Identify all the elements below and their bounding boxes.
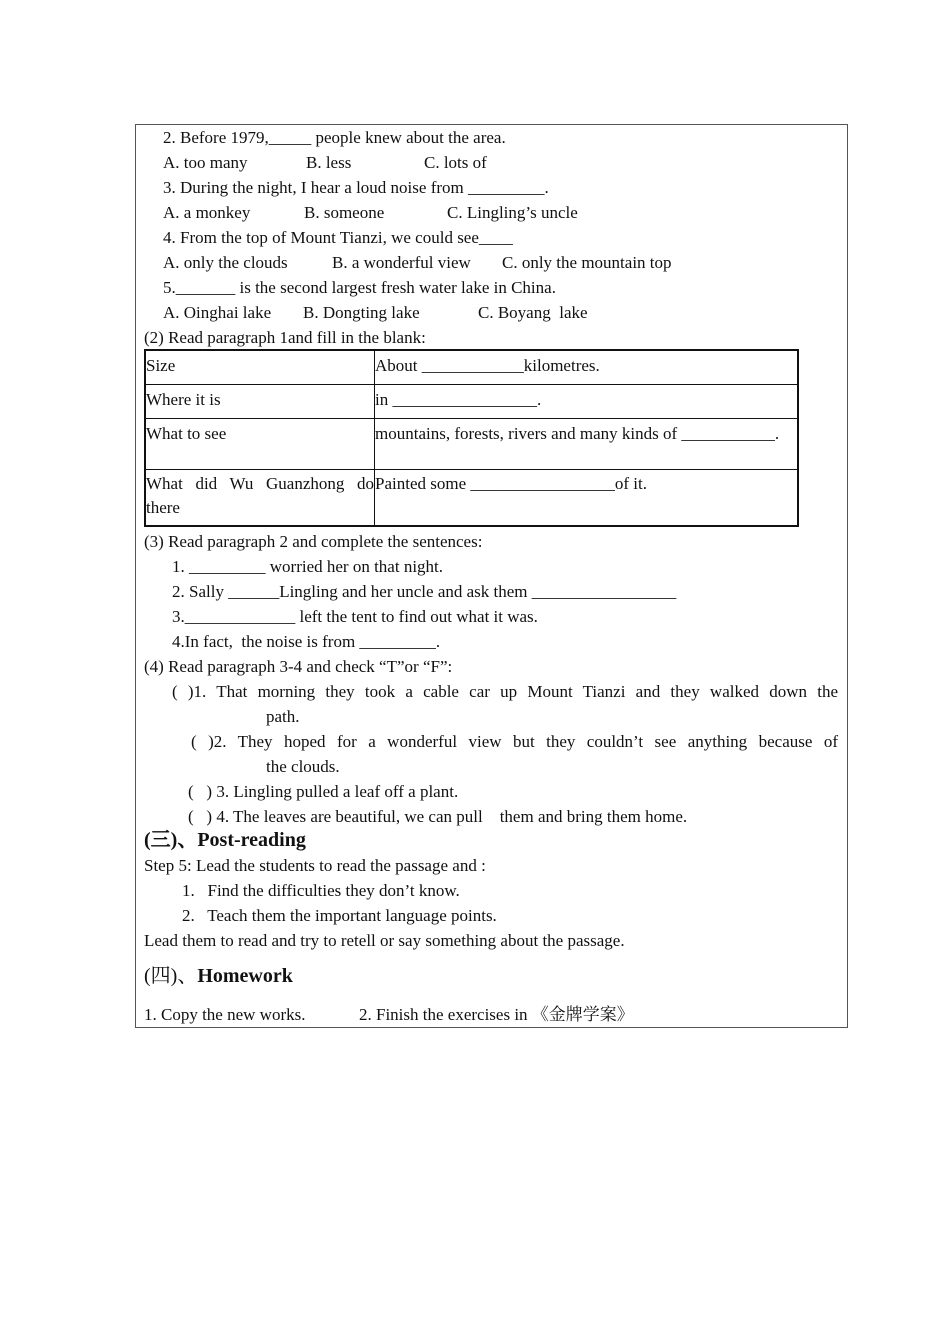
table-row <box>145 384 798 418</box>
question-4: 4. From the top of Mount Tianzi, we could see____ <box>163 228 513 247</box>
q3-option-c: C. Lingling’s uncle <box>447 203 578 222</box>
part2-heading: (2) Read paragraph 1and fill in the blank: <box>144 328 426 347</box>
homework-item-1: 1. Copy the new works. <box>144 1005 306 1024</box>
part4-item-2-cont: the clouds. <box>266 757 340 776</box>
table-cell-value: About ____________kilometres. <box>375 350 799 384</box>
table-cell-label: Size <box>145 350 375 384</box>
q5-option-a: A. Oinghai lake <box>163 303 272 322</box>
table-cell-value: in _________________. <box>375 384 799 418</box>
question-2: 2. Before 1979,_____ people knew about the area. <box>163 128 506 147</box>
homework-heading-text: Homework <box>197 965 293 987</box>
q4-option-c: C. only the mountain top <box>502 253 672 272</box>
question-3: 3. During the night, I hear a loud noise from _________. <box>163 178 549 197</box>
table-cell-label: What did Wu Guanzhong do there <box>145 469 375 526</box>
q2-option-a: A. too many <box>163 153 248 172</box>
table-cell-label: Where it is <box>145 384 375 418</box>
q4-option-b: B. a wonderful view <box>332 253 471 272</box>
q2-option-c: C. lots of <box>424 153 487 172</box>
part4-item-3: ( ) 3. Lingling pulled a leaf off a plant. <box>188 782 459 801</box>
part3-item-4: 4.In fact, the noise is from _________. <box>172 632 441 651</box>
part4-heading: (4) Read paragraph 3-4 and check “T”or “F”: <box>144 657 453 676</box>
part3-heading: (3) Read paragraph 2 and complete the sentences: <box>144 532 483 551</box>
q5-option-b: B. Dongting lake <box>303 303 420 322</box>
question-5: 5._______ is the second largest fresh water lake in China. <box>163 278 556 297</box>
part4-item-2: ( )2. They hoped for a wonderful view but they couldn’t see anything because of <box>191 732 838 751</box>
q5-option-c: C. Boyang lake <box>478 303 588 322</box>
part4-item-1: ( )1. That morning they took a cable car up Mount Tianzi and they walked down the <box>172 682 838 701</box>
table-row <box>145 350 798 384</box>
q3-option-b: B. someone <box>304 203 385 222</box>
fill-in-table <box>144 349 799 527</box>
retell-text: Lead them to read and try to retell or say something about the passage. <box>144 931 625 950</box>
homework-heading-prefix: (四)、 <box>144 965 198 987</box>
table-row <box>145 469 798 526</box>
homework-item-2: 2. Finish the exercises in 《金牌学案》 <box>359 1005 634 1024</box>
q2-option-b: B. less <box>306 153 352 172</box>
table-cell-value: Painted some _________________of it. <box>375 469 799 526</box>
part4-item-1-cont: path. <box>266 707 300 726</box>
table-cell-label: What to see <box>145 418 375 469</box>
step5-text: Step 5: Lead the students to read the passage and : <box>144 856 486 875</box>
post-reading-item-1: 1. Find the difficulties they don’t know. <box>182 881 460 900</box>
part3-item-3: 3._____________ left the tent to find out what it was. <box>172 607 538 626</box>
part3-item-2: 2. Sally ______Lingling and her uncle and ask them _________________ <box>172 582 677 601</box>
homework-heading <box>144 965 293 987</box>
post-reading-heading: (三)、Post-reading <box>144 829 306 851</box>
part4-item-4: ( ) 4. The leaves are beautiful, we can pull them and bring them home. <box>188 807 688 826</box>
q3-option-a: A. a monkey <box>163 203 251 222</box>
table-cell-value: mountains, forests, rivers and many kinds of ___________. <box>375 418 799 469</box>
part3-item-1: 1. _________ worried her on that night. <box>172 557 444 576</box>
q4-option-a: A. only the clouds <box>163 253 288 272</box>
post-reading-item-2: 2. Teach them the important language points. <box>182 906 497 925</box>
table-row <box>145 418 798 469</box>
